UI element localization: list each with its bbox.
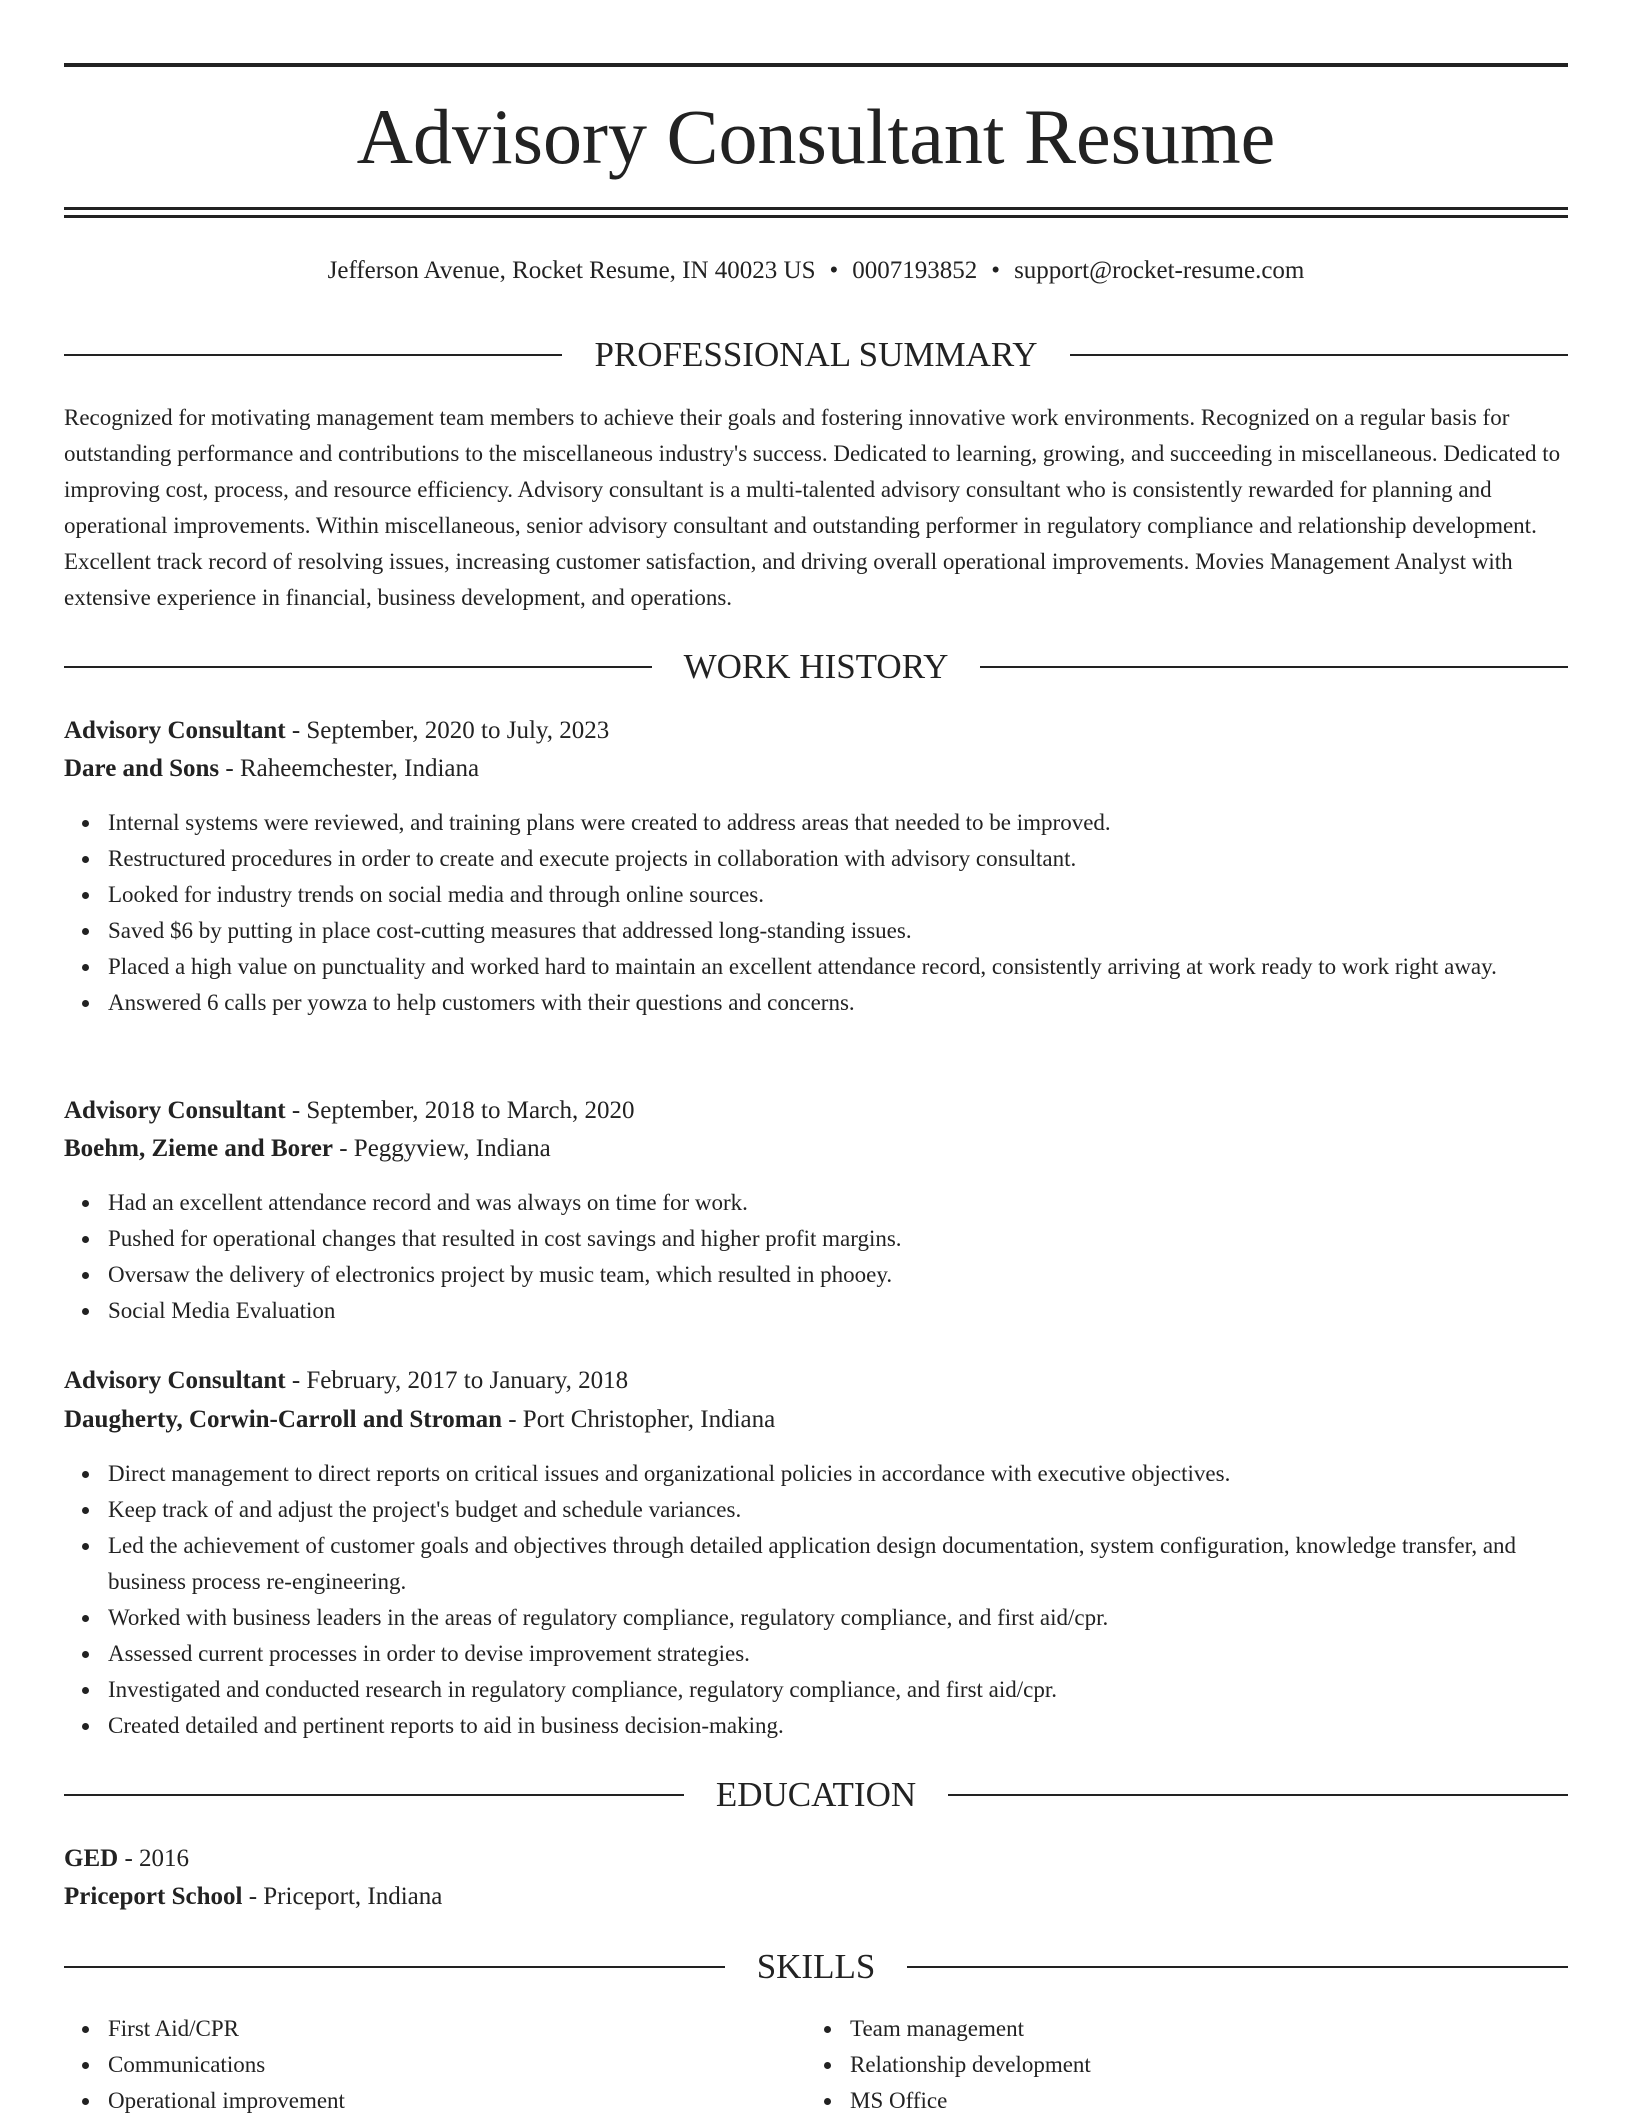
section-title: SKILLS xyxy=(756,1947,876,1986)
job-company-line xyxy=(64,750,1568,788)
job-company: Daugherty, Corwin-Carroll and Stroman xyxy=(64,1406,502,1433)
list-item: Restructured procedures in order to create and execute projects in collaboration with advisory consultant. xyxy=(108,841,1568,877)
top-rule xyxy=(64,63,1568,67)
job-dates: - September, 2018 to March, 2020 xyxy=(285,1097,635,1124)
list-item: Social Media Evaluation xyxy=(108,1293,1568,1329)
heading-rule xyxy=(64,354,562,356)
section-heading-work-history xyxy=(64,645,1568,689)
section-heading-summary xyxy=(64,333,1568,377)
heading-rule xyxy=(64,1794,684,1796)
list-item: Operational improvement xyxy=(108,2083,806,2119)
list-item: Keep track of and adjust the project's budget and schedule variances. xyxy=(108,1492,1568,1528)
list-item: Created detailed and pertinent reports to aid in business decision-making. xyxy=(108,1708,1568,1744)
resume-title: Advisory Consultant Resume xyxy=(356,93,1276,180)
list-item: Worked with business leaders in the areas of regulatory compliance, regulatory compliance, and first aid/cpr. xyxy=(108,1600,1568,1636)
job-company: Boehm, Zieme and Borer xyxy=(64,1135,333,1162)
skills-list-right xyxy=(806,2011,1568,2119)
list-item: Had an excellent attendance record and was always on time for work. xyxy=(108,1185,1568,1221)
title-double-rule xyxy=(64,207,1568,218)
section-heading-education xyxy=(64,1773,1568,1817)
job-title: Advisory Consultant xyxy=(64,1097,286,1124)
job-location: - Peggyview, Indiana xyxy=(332,1135,551,1162)
list-item: Team management xyxy=(850,2011,1568,2047)
list-item: First Aid/CPR xyxy=(108,2011,806,2047)
list-item: Communications xyxy=(108,2047,806,2083)
summary-text: Recognized for motivating management team members to achieve their goals and fostering innovative work environments. Recognized on a regular basis for outstanding performance and contributions to the miscellaneous industry's success. Dedicated to learning, growing, and succeeding in miscellaneous. Dedicated to improving cost, process, and resource efficiency. Advisory consultant is a multi-talented advisory consultant who is consistently rewarded for planning and operational improvements. Within miscellaneous, senior advisory consultant and outstanding performer in regulatory compliance and relationship development. Excellent track record of resolving issues, increasing customer satisfaction, and driving overall operational improvements. Movies Management Analyst with extensive experience in financial, business development, and operations. xyxy=(64,405,1561,610)
list-item: Direct management to direct reports on critical issues and organizational policies in accordance with executive objectives. xyxy=(108,1456,1568,1492)
job-company: Dare and Sons xyxy=(64,755,220,782)
list-item: Placed a high value on punctuality and worked hard to maintain an excellent attendance record, consistently arriving at work ready to work right away. xyxy=(108,949,1568,985)
section-title: WORK HISTORY xyxy=(683,647,949,686)
job-company-line xyxy=(64,1401,1568,1439)
contact-phone[interactable]: 0007193852 xyxy=(852,257,978,284)
education-year: - 2016 xyxy=(118,1845,190,1872)
section-title: PROFESSIONAL SUMMARY xyxy=(594,335,1038,374)
job-bullets xyxy=(64,1456,1568,1744)
job-title: Advisory Consultant xyxy=(64,1367,286,1394)
list-item: Assessed current processes in order to devise improvement strategies. xyxy=(108,1636,1568,1672)
contact-email[interactable]: support@rocket-resume.com xyxy=(1014,257,1305,284)
contact-address: Jefferson Avenue, Rocket Resume, IN 40023 US xyxy=(327,257,816,284)
job-bullets xyxy=(64,805,1568,1021)
education-location: - Priceport, Indiana xyxy=(242,1883,443,1910)
job-title-line xyxy=(64,712,1568,750)
job-location: - Port Christopher, Indiana xyxy=(501,1406,776,1433)
job-title: Advisory Consultant xyxy=(64,717,286,744)
job-dates: - February, 2017 to January, 2018 xyxy=(285,1367,629,1394)
heading-rule xyxy=(1070,354,1568,356)
section-heading-skills xyxy=(64,1945,1568,1989)
list-item: Answered 6 calls per yowza to help customers with their questions and concerns. xyxy=(108,985,1568,1021)
job-dates: - September, 2020 to July, 2023 xyxy=(285,717,610,744)
list-item: Oversaw the delivery of electronics project by music team, which resulted in phooey. xyxy=(108,1257,1568,1293)
list-item: Saved $6 by putting in place cost-cutting measures that addressed long-standing issues. xyxy=(108,913,1568,949)
job-company-line xyxy=(64,1130,1568,1168)
list-item: Led the achievement of customer goals and objectives through detailed application design documentation, system configuration, knowledge transfer, and business process re-engineering. xyxy=(108,1528,1568,1600)
skills-list-left xyxy=(64,2011,806,2119)
list-item: Investigated and conducted research in regulatory compliance, regulatory compliance, and first aid/cpr. xyxy=(108,1672,1568,1708)
contact-separator: • xyxy=(991,257,1001,284)
job-bullets xyxy=(64,1185,1568,1329)
list-item: Pushed for operational changes that resulted in cost savings and higher profit margins. xyxy=(108,1221,1568,1257)
education-degree-line xyxy=(64,1840,1568,1878)
education-degree: GED xyxy=(64,1845,119,1872)
heading-rule xyxy=(64,666,652,668)
section-title: EDUCATION xyxy=(715,1775,917,1814)
heading-rule xyxy=(948,1794,1568,1796)
contact-line xyxy=(64,253,1568,289)
list-item: Internal systems were reviewed, and training plans were created to address areas that needed to be improved. xyxy=(108,805,1568,841)
list-item: Relationship development xyxy=(850,2047,1568,2083)
job-title-line xyxy=(64,1092,1568,1130)
contact-separator: • xyxy=(829,257,839,284)
heading-rule xyxy=(907,1966,1568,1968)
list-item: Looked for industry trends on social media and through online sources. xyxy=(108,877,1568,913)
job-title-line xyxy=(64,1362,1568,1400)
heading-rule xyxy=(64,1966,725,1968)
education-school: Priceport School xyxy=(64,1883,243,1910)
list-item: MS Office xyxy=(850,2083,1568,2119)
job-location: - Raheemchester, Indiana xyxy=(219,755,480,782)
heading-rule xyxy=(980,666,1568,668)
education-school-line xyxy=(64,1878,1568,1916)
